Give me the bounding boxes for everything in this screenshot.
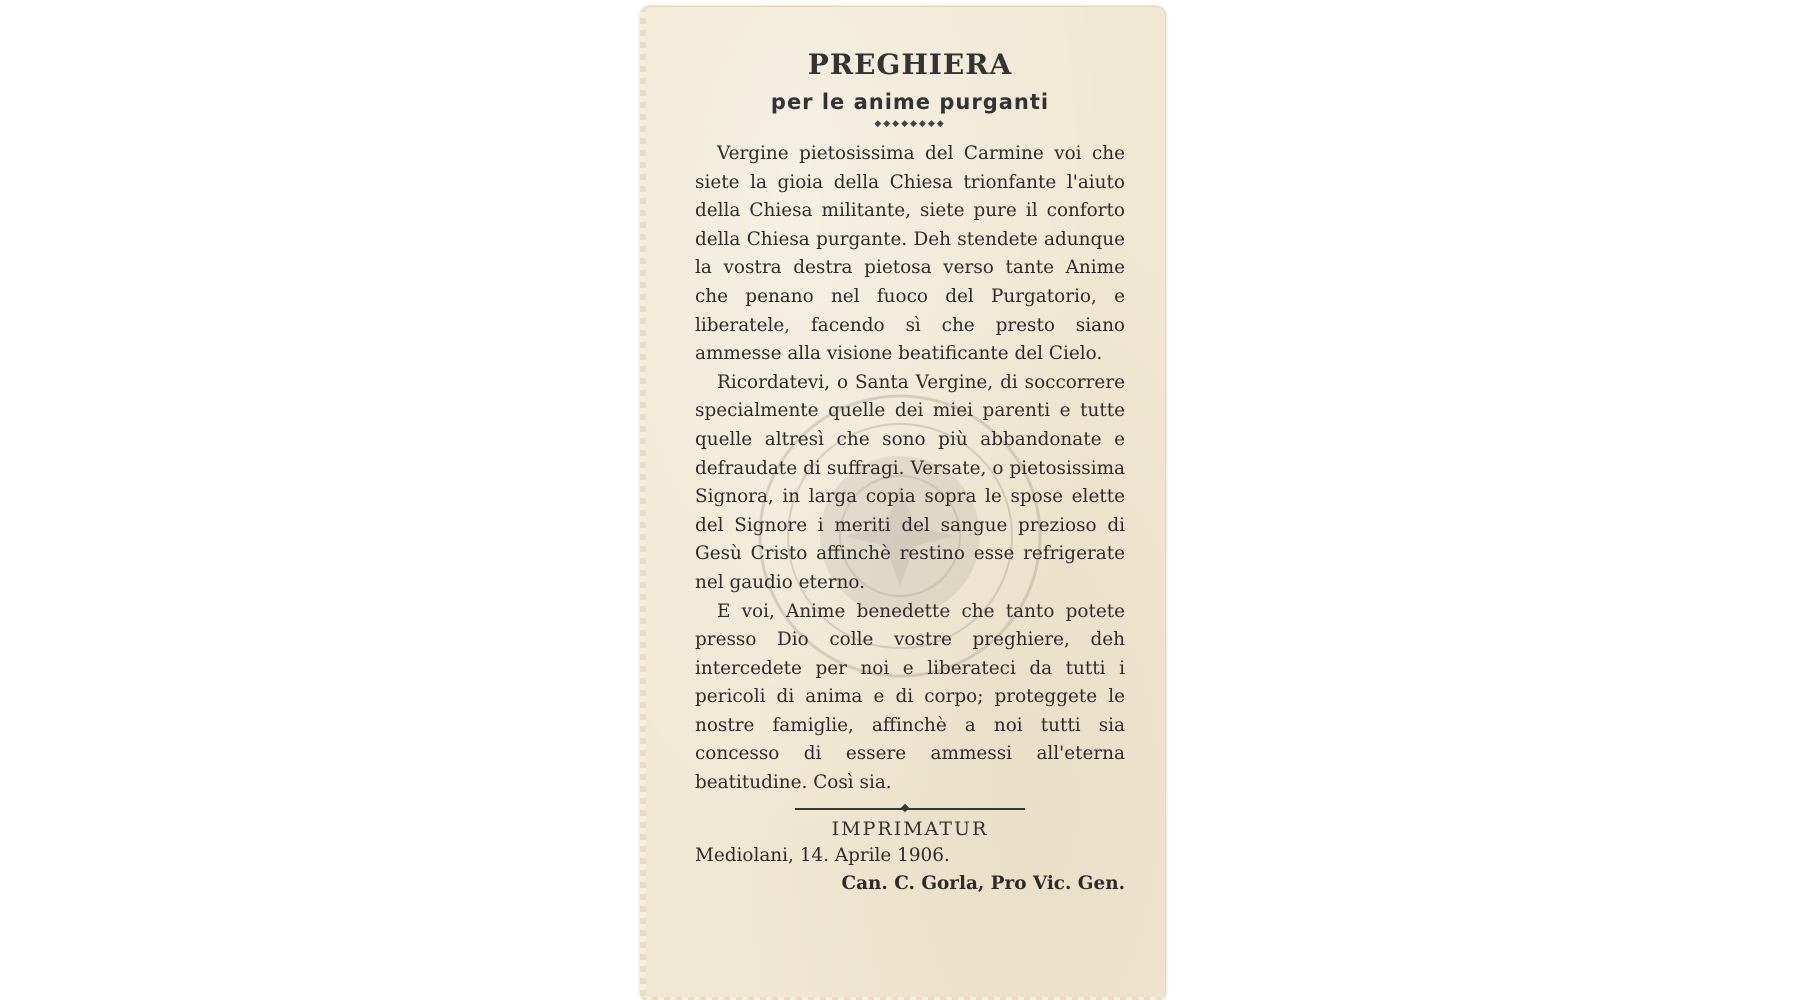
- ornament-divider: ◆◆◆◆◆◆◆◆: [874, 119, 946, 129]
- card-title: PREGHIERA: [807, 48, 1013, 81]
- card-subtitle: per le anime purganti: [770, 90, 1050, 114]
- prayer-card: [640, 6, 1166, 1000]
- card-content: [695, 48, 1125, 898]
- prayer-paragraph-3: E voi, Anime benedette che tanto potete presso Dio colle vostre preghiere, deh intercedete per noi e liberateci da tutti i pericoli di anima e di corpo; proteggete le nostre famiglie, affinchè a noi tutti sia concesso di essere ammessi all'eterna beatitudine. Così sia.: [695, 600, 1125, 794]
- prayer-paragraph-1: Vergine pietosissima del Carmine voi che siete la gioia della Chiesa trionfante l'aiuto della Chiesa militante, siete pure il conforto della Chiesa purgante. Deh stendete adunque la vostra destra pietosa verso tante Anime che penano nel fuoco del Purgatorio, e liberatele, facendo sì che presto siano ammesse alla visione beatificante del Cielo.: [695, 143, 1125, 365]
- place-date: Mediolani, 14. Aprile 1906.: [695, 844, 950, 866]
- prayer-paragraph-2: Ricordatevi, o Santa Vergine, di soccorrere specialmente quelle dei miei parenti e tutte quelle altresì che sono più abbandonate e defraudate di suffragi. Versate, o pietosissima Signora, in larga copia sopra le spose elette del Signore i meriti del sangue prezioso di Gesù Cristo affinchè restino esse refrigerate nel gaudio eterno.: [695, 371, 1125, 593]
- imprimatur-heading: IMPRIMATUR: [831, 817, 989, 840]
- section-rule: [795, 808, 1025, 810]
- signature-line: Can. C. Gorla, Pro Vic. Gen.: [841, 872, 1125, 894]
